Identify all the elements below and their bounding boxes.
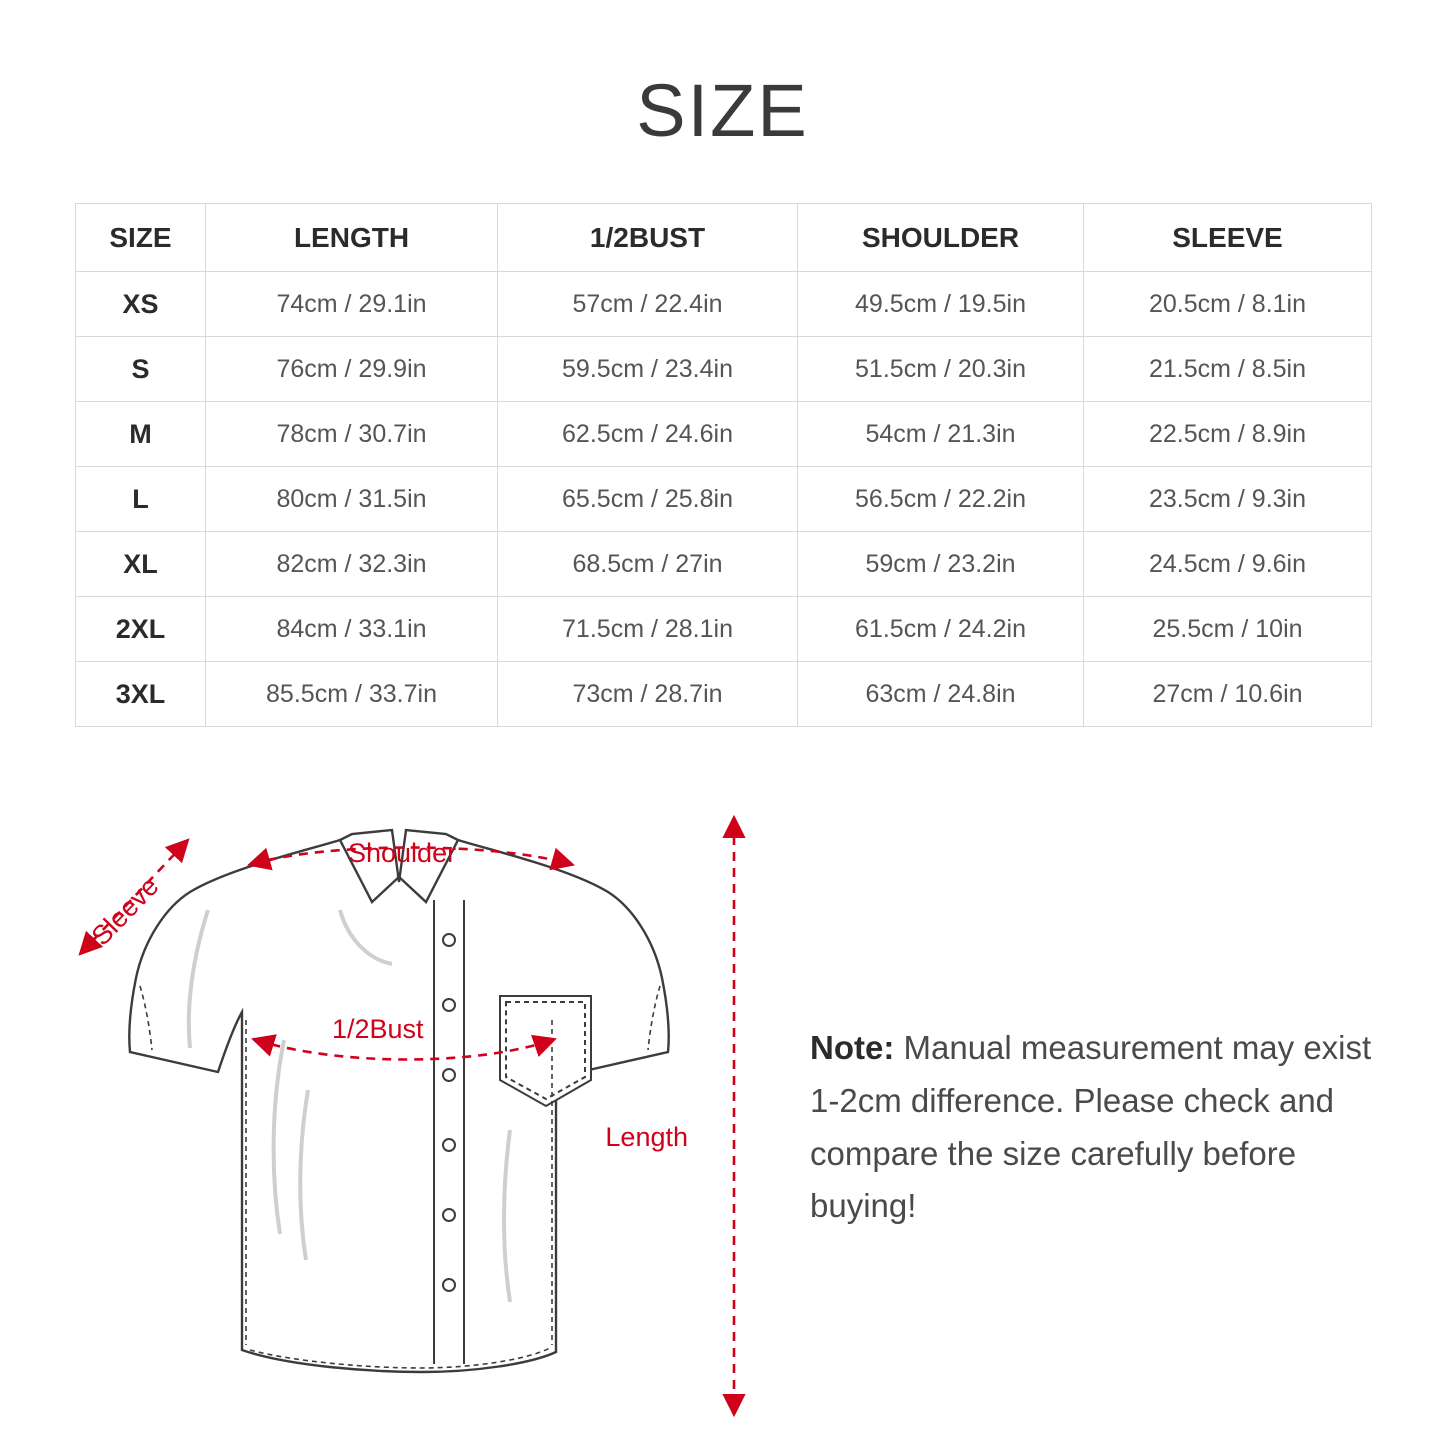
length-label: Length	[605, 1122, 688, 1152]
table-row	[76, 272, 1372, 337]
cell-sleeve: 23.5cm / 9.3in	[1084, 467, 1372, 532]
size-table	[75, 203, 1372, 727]
cell-bust: 57cm / 22.4in	[498, 272, 798, 337]
cell-sleeve: 21.5cm / 8.5in	[1084, 337, 1372, 402]
cell-size: XL	[76, 532, 206, 597]
cell-bust: 68.5cm / 27in	[498, 532, 798, 597]
shoulder-label: Shoulder	[348, 838, 457, 868]
cell-length: 80cm / 31.5in	[206, 467, 498, 532]
cell-shoulder: 63cm / 24.8in	[798, 662, 1084, 727]
cell-bust: 59.5cm / 23.4in	[498, 337, 798, 402]
cell-size: L	[76, 467, 206, 532]
cell-length: 78cm / 30.7in	[206, 402, 498, 467]
page-title: SIZE	[636, 69, 809, 152]
cell-size: XS	[76, 272, 206, 337]
cell-size: S	[76, 337, 206, 402]
cell-shoulder: 61.5cm / 24.2in	[798, 597, 1084, 662]
cell-bust: 65.5cm / 25.8in	[498, 467, 798, 532]
col-header-sleeve: SLEEVE	[1084, 204, 1372, 272]
table-header-row	[76, 204, 1372, 272]
note-body: Manual measurement may exist 1-2cm difference. Please check and compare the size carefully before buying!	[810, 1029, 1372, 1225]
table-row	[76, 402, 1372, 467]
cell-length: 84cm / 33.1in	[206, 597, 498, 662]
table-row	[76, 337, 1372, 402]
table-row	[76, 467, 1372, 532]
cell-shoulder: 56.5cm / 22.2in	[798, 467, 1084, 532]
cell-length: 76cm / 29.9in	[206, 337, 498, 402]
cell-shoulder: 59cm / 23.2in	[798, 532, 1084, 597]
note-text	[810, 1022, 1395, 1233]
cell-length: 82cm / 32.3in	[206, 532, 498, 597]
cell-sleeve: 20.5cm / 8.1in	[1084, 272, 1372, 337]
cell-shoulder: 49.5cm / 19.5in	[798, 272, 1084, 337]
cell-sleeve: 25.5cm / 10in	[1084, 597, 1372, 662]
table-row	[76, 597, 1372, 662]
cell-sleeve: 27cm / 10.6in	[1084, 662, 1372, 727]
cell-bust: 62.5cm / 24.6in	[498, 402, 798, 467]
cell-size: M	[76, 402, 206, 467]
table-row	[76, 662, 1372, 727]
cell-length: 85.5cm / 33.7in	[206, 662, 498, 727]
col-header-shoulder: SHOULDER	[798, 204, 1084, 272]
col-header-length: LENGTH	[206, 204, 498, 272]
cell-sleeve: 24.5cm / 9.6in	[1084, 532, 1372, 597]
col-header-size: SIZE	[76, 204, 206, 272]
bust-label: 1/2Bust	[332, 1014, 424, 1044]
cell-shoulder: 54cm / 21.3in	[798, 402, 1084, 467]
note-prefix: Note:	[810, 1029, 895, 1066]
col-header-bust: 1/2BUST	[498, 204, 798, 272]
cell-size: 2XL	[76, 597, 206, 662]
shirt-measurement-diagram	[40, 790, 820, 1420]
cell-bust: 71.5cm / 28.1in	[498, 597, 798, 662]
cell-bust: 73cm / 28.7in	[498, 662, 798, 727]
table-row	[76, 532, 1372, 597]
cell-sleeve: 22.5cm / 8.9in	[1084, 402, 1372, 467]
sleeve-label: Sleeve	[85, 871, 165, 952]
cell-length: 74cm / 29.1in	[206, 272, 498, 337]
cell-size: 3XL	[76, 662, 206, 727]
shirt-outline	[129, 840, 669, 1372]
cell-shoulder: 51.5cm / 20.3in	[798, 337, 1084, 402]
